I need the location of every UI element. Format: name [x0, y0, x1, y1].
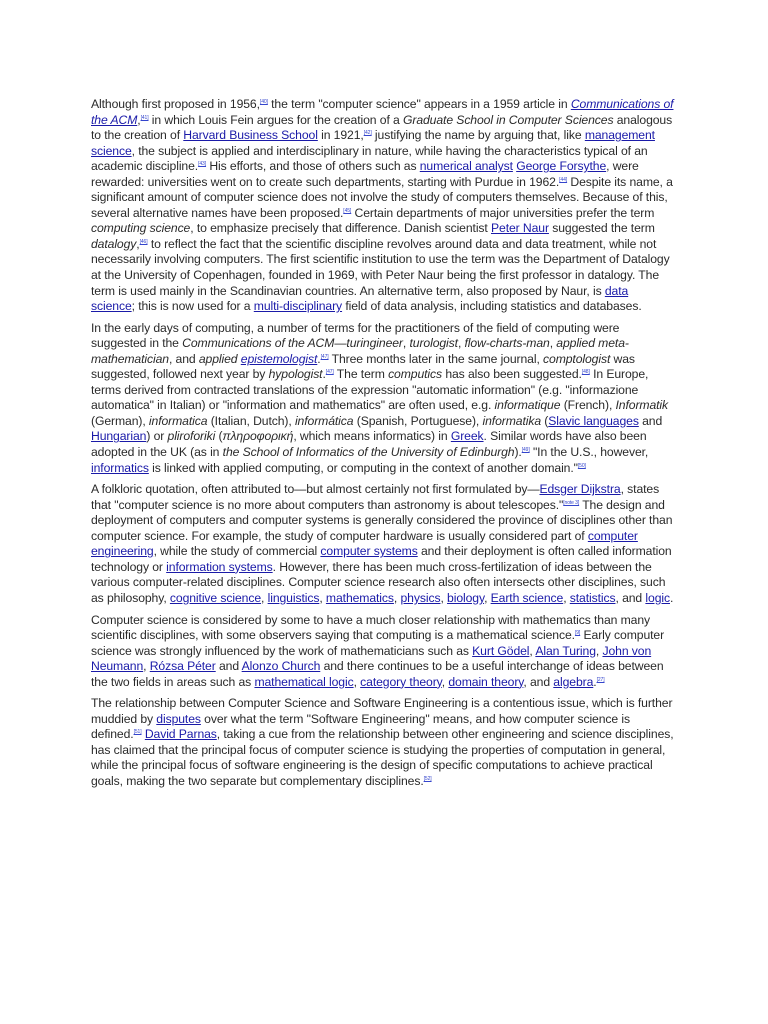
wiki-link[interactable]: domain theory: [448, 674, 524, 689]
text-run: Early computer science was strongly influenced by the work of mathematicians such as: [91, 628, 665, 658]
citation-link[interactable]: [51]: [133, 729, 142, 736]
wiki-link[interactable]: Edsger Dijkstra: [539, 482, 621, 497]
italic-text: flow-charts-man: [464, 336, 550, 351]
paragraph: [91, 321, 674, 476]
text-run: ,: [143, 659, 150, 674]
wiki-link[interactable]: computer systems: [320, 544, 418, 559]
italic-text: Informatik: [615, 398, 669, 413]
text-run: has also been suggested.: [442, 367, 582, 382]
citation-link[interactable]: [9]: [574, 630, 581, 637]
text-run: ,: [319, 590, 326, 605]
text-run: ,: [484, 590, 491, 605]
italic-text: turingineer: [346, 336, 403, 351]
text-run: ) or: [146, 429, 168, 444]
italic-text: datalogy: [91, 236, 137, 251]
wiki-link[interactable]: informatics: [91, 460, 149, 475]
text-run: Despite its name, a significant amount of computer science does not involve the study of computers themselves. Because of this, several alternative names have been proposed.: [91, 174, 673, 220]
text-run: (German),: [91, 413, 149, 428]
text-run: ,: [595, 643, 603, 658]
citation-link[interactable]: [47]: [320, 353, 329, 360]
italic-text: informática: [294, 413, 354, 428]
wiki-link[interactable]: Hungarian: [91, 429, 147, 444]
citation-link[interactable]: [27]: [596, 676, 605, 683]
text-run: , and: [615, 590, 646, 605]
italic-text: πληροφορική: [222, 429, 294, 444]
text-run: In Europe, terms derived from contracted translations of the expression "automatic information" (e.g. "informazione automatica" in Italian) or "information and mathematics" are often used, e.g.: [91, 367, 649, 413]
paragraph: [91, 482, 674, 606]
wiki-link[interactable]: Harvard Business School: [183, 128, 318, 143]
wiki-link[interactable]: linguistics: [267, 590, 320, 605]
paragraph: [91, 696, 674, 789]
text-run: In the early days of computing, a number of terms for the practitioners of the field of computing were suggested in the: [91, 320, 620, 351]
text-run: Although first proposed in 1956,: [91, 97, 260, 111]
citation-link[interactable]: [49]: [521, 447, 530, 454]
text-run: ,: [440, 590, 448, 605]
italic-text: comptologist: [543, 351, 611, 366]
wiki-link[interactable]: cognitive science: [169, 590, 262, 605]
italic-text: informatica: [148, 413, 208, 428]
text-run: (Spanish, Portuguese),: [353, 413, 483, 428]
wiki-link[interactable]: multi-disciplinary: [253, 299, 343, 314]
text-run: analogous to the creation of: [91, 112, 673, 143]
citation-link[interactable]: [42]: [363, 130, 372, 137]
italic-text: Graduate School in Computer Sciences: [402, 112, 614, 127]
wiki-link[interactable]: Rózsa Péter: [149, 659, 216, 674]
wiki-link[interactable]: data science: [91, 283, 629, 314]
wiki-link[interactable]: physics: [400, 590, 441, 605]
wiki-link[interactable]: management science: [91, 128, 655, 158]
text-run: and: [638, 413, 663, 428]
text-run: and there continues to be a useful interchange of ideas between the two fields in areas such as: [91, 659, 664, 689]
wiki-link[interactable]: information systems: [166, 559, 273, 574]
text-run: .: [593, 674, 597, 689]
wiki-link[interactable]: George Forsythe: [516, 159, 607, 174]
text-run: in 1921,: [317, 128, 364, 143]
wiki-link[interactable]: numerical analyst: [419, 159, 513, 174]
text-run: , to emphasize precisely that difference. Danish scientist: [190, 221, 491, 236]
text-run: ,: [441, 674, 449, 689]
text-run: ,: [261, 590, 268, 605]
paragraph: [91, 97, 674, 315]
text-run: ,: [563, 590, 570, 605]
text-run: (Italian, Dutch),: [207, 413, 295, 428]
wiki-link[interactable]: logic: [645, 590, 670, 605]
text-run: , and: [168, 351, 199, 366]
citation-link[interactable]: [44]: [559, 176, 568, 183]
text-run: , taking a cue from the relationship between other engineering and science disciplines, has claimed that the principal focus of computer science is studying the properties of computation in general, while the principal focus of software engineering is the design of specific computations to achieve practical goals, making the two separate but complementary disciplines.: [91, 727, 674, 788]
text-run: ,: [457, 336, 465, 351]
citation-link[interactable]: [41]: [140, 114, 149, 121]
text-run: The term: [333, 367, 389, 382]
text-run: "In the U.S., however,: [529, 445, 649, 460]
wiki-link[interactable]: Peter Naur: [491, 221, 549, 236]
text-run: The relationship between Computer Science and Software Engineering is a contentious issue, which is further muddied by: [91, 696, 673, 726]
text-run: ,: [137, 112, 141, 127]
text-run: (: [215, 429, 223, 444]
text-run: —: [334, 336, 347, 351]
wiki-link[interactable]: Communications of the ACM: [91, 97, 674, 127]
wiki-link[interactable]: Kurt Gödel: [472, 643, 530, 658]
text-run: , and: [523, 674, 554, 689]
italic-text: turologist: [409, 336, 458, 351]
citation-link[interactable]: [43]: [198, 161, 207, 168]
citation-link[interactable]: [52]: [423, 775, 432, 782]
text-run: ,: [393, 590, 401, 605]
wiki-link[interactable]: Alan Turing: [535, 643, 596, 658]
italic-text: informatika: [482, 413, 542, 428]
italic-text: pliroforiki: [167, 429, 216, 444]
text-run: His efforts, and those of others such as: [206, 159, 420, 174]
italic-text: applied: [198, 351, 241, 366]
text-run: (French),: [560, 398, 616, 413]
text-run: to reflect the fact that the scientific discipline revolves around data and data treatment, while not necessarily involving computers. The first scientific institution to use the term was the Department of Datalogy at the University of Copenhagen, founded in 1969, with Peter Naur being the first professor in datalogy. The term is used mainly in the Scandinavian countries. An alternative term, also proposed by Naur, is: [91, 236, 670, 298]
text-run: (: [541, 413, 549, 428]
citation-link[interactable]: [47]: [325, 369, 334, 376]
text-run: ,: [529, 643, 536, 658]
wiki-link[interactable]: Slavic languages: [548, 413, 639, 428]
wiki-link[interactable]: mathematics: [325, 590, 394, 605]
text-run: , while the study of commercial: [153, 544, 321, 559]
italic-text: applied meta-mathematician: [91, 336, 629, 366]
text-run: , were rewarded: universities went on to create such departments, starting with Purdue in 1962.: [91, 159, 639, 189]
wiki-link[interactable]: computer engineering: [91, 528, 638, 559]
citation-link[interactable]: [45]: [343, 207, 352, 214]
text-run: and: [215, 659, 242, 674]
text-run: ).: [514, 445, 522, 460]
wiki-link[interactable]: Greek: [450, 429, 484, 444]
wiki-link[interactable]: biology: [447, 590, 485, 605]
citation-link[interactable]: [48]: [581, 369, 590, 376]
text-run: Computer science is considered by some to have a much closer relationship with mathematics than many scientific disciplines, with some observers saying that computing is a mathematical science.: [91, 612, 651, 643]
text-run: ,: [353, 674, 361, 689]
wiki-link[interactable]: algebra: [553, 674, 594, 689]
wiki-link[interactable]: John von Neumann: [91, 643, 652, 674]
text-run: .: [322, 367, 326, 382]
text-run: Three months later in the same journal,: [328, 351, 544, 366]
paragraph: [91, 613, 674, 691]
text-run: field of data analysis, including statistics and databases.: [342, 299, 642, 314]
text-run: ; this is now used for a: [131, 299, 254, 314]
text-run: . However, there has been much cross-fertilization of ideas between the various computer-related disciplines. Computer science research also often intersects other disciplines, such as philosophy,: [91, 559, 666, 605]
wiki-link[interactable]: mathematical logic: [254, 674, 354, 689]
italic-text: the School of Informatics of the University of Edinburgh: [222, 445, 515, 460]
text-run: .: [317, 351, 321, 366]
citation-link[interactable]: [50]: [577, 462, 586, 469]
text-run: , states that "computer science is no more about computers than astronomy is about telescopes.": [91, 482, 660, 512]
text-run: is linked with applied computing, or computing in the context of another domain.": [148, 460, 578, 475]
text-run: , the subject is applied and interdisciplinary in nature, while having the characteristics typical of an academic discipline.: [91, 143, 648, 174]
text-run: .: [669, 590, 674, 605]
wiki-link[interactable]: epistemologist: [240, 351, 318, 366]
text-run: . Similar words have also been adopted in the UK (as in: [91, 429, 647, 460]
text-run: Certain departments of major universities prefer the term: [351, 205, 655, 220]
wiki-link[interactable]: statistics: [569, 590, 616, 605]
text-run: The design and deployment of computers and computer systems is generally considered the province of disciplines other than computer science. For example, the study of computer hardware is usually considered part of: [91, 497, 673, 543]
text-run: justifying the name by arguing that, like: [371, 128, 585, 143]
citation-link[interactable]: [40]: [259, 99, 268, 105]
italic-text: computing science: [91, 221, 191, 236]
wiki-link[interactable]: category theory: [360, 674, 442, 689]
text-run: ,: [136, 236, 140, 251]
text-run: the term "computer science" appears in a 1959 article in: [267, 97, 571, 111]
wiki-link[interactable]: disputes: [156, 711, 201, 726]
text-run: was suggested, followed next year by: [91, 351, 635, 382]
text-run: ,: [549, 336, 557, 351]
citation-link[interactable]: [46]: [139, 238, 148, 245]
italic-text: computics: [388, 367, 443, 382]
citation-link[interactable]: [note 3]: [563, 499, 580, 506]
text-run: A folkloric quotation, often attributed to—but almost certainly not first formulated by—: [91, 482, 540, 497]
text-run: and their deployment is often called information technology or: [91, 544, 672, 574]
article-body: [91, 97, 674, 796]
text-run: , which means informatics) in: [293, 429, 451, 444]
wiki-link[interactable]: Earth science: [490, 590, 564, 605]
text-run: ,: [402, 336, 410, 351]
wiki-link[interactable]: David Parnas: [144, 727, 217, 742]
italic-text: informatique: [494, 398, 561, 413]
italic-text: hypologist: [268, 367, 323, 382]
text-run: suggested the term: [548, 221, 655, 236]
italic-text: Communications of the ACM: [182, 336, 335, 351]
text-run: in which Louis Fein argues for the creation of a: [148, 112, 403, 127]
wiki-link[interactable]: Alonzo Church: [241, 659, 321, 674]
text-run: over what the term "Software Engineering" means, and how computer science is defined.: [91, 711, 630, 742]
